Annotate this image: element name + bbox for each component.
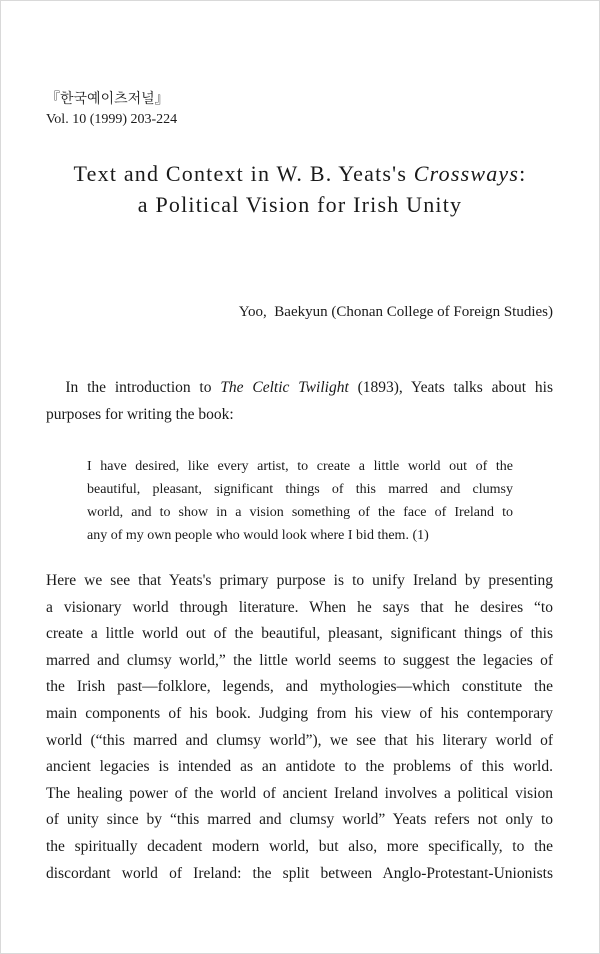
- intro-line: purposes for writing the book:: [46, 405, 234, 423]
- body-line: create a little world out of the beautiful, pleasant, significant things of this: [46, 625, 553, 643]
- title-colon: :: [519, 161, 527, 186]
- body-line: ancient legacies is intended as an antidote to the problems of this world.: [46, 758, 553, 776]
- title-line-2: a Political Vision for Irish Unity: [137, 192, 463, 217]
- journal-header: [46, 90, 177, 130]
- body-line: main components of his book. Judging from his view of his contemporary: [46, 704, 553, 722]
- quote-line: I have desired, like every artist, to create a little world out of the: [87, 459, 513, 474]
- body-line: of unity since by “this marred and clumsy world” Yeats refers not only to: [46, 811, 553, 829]
- paper-title: [0, 158, 600, 220]
- quote-line: beautiful, pleasant, significant things of this marred and clumsy: [87, 482, 513, 497]
- body-line: The healing power of the world of ancient Ireland involves a political vision: [46, 784, 553, 802]
- intro-paragraph: [46, 375, 553, 428]
- body-line: marred and clumsy world,” the little world seems to suggest the legacies of: [46, 651, 553, 669]
- body-line: discordant world of Ireland: the split between Anglo-Protestant-Unionists: [46, 864, 553, 882]
- intro-line: [46, 375, 553, 402]
- body-line: world (“this marred and clumsy world”), we see that his literary world of: [46, 731, 553, 749]
- intro-italic-work: The Celtic Twilight: [220, 379, 349, 396]
- body-line: a visionary world through literature. When he says that he desires “to: [46, 598, 553, 616]
- body-line: Here we see that Yeats's primary purpose is to unify Ireland by presenting: [46, 572, 553, 589]
- journal-name: 『한국예이츠저널』: [46, 92, 169, 107]
- volume-info: Vol. 10 (1999) 203-224: [46, 112, 178, 127]
- body-paragraph: [46, 568, 553, 887]
- title-text: Text and Context in W. B. Yeats's: [73, 161, 414, 186]
- body-line: the spiritually decadent modern world, but also, more specifically, to the: [46, 837, 553, 855]
- quote-line: any of my own people who would look where I bid them. (1): [87, 528, 429, 543]
- body-line: the Irish past—folklore, legends, and mythologies—which constitute the: [46, 678, 553, 696]
- title-line-1: [0, 158, 600, 189]
- block-quote: [87, 455, 513, 547]
- quote-line: world, and to show in a vision something of the face of Ireland to: [87, 505, 513, 520]
- title-italic-work: Crossways: [413, 161, 520, 186]
- intro-text: (1893), Yeats talks about his: [348, 379, 553, 396]
- intro-text: In the introduction to: [65, 379, 221, 396]
- author-line: Yoo, Baekyun (Chonan College of Foreign Studies): [238, 304, 553, 320]
